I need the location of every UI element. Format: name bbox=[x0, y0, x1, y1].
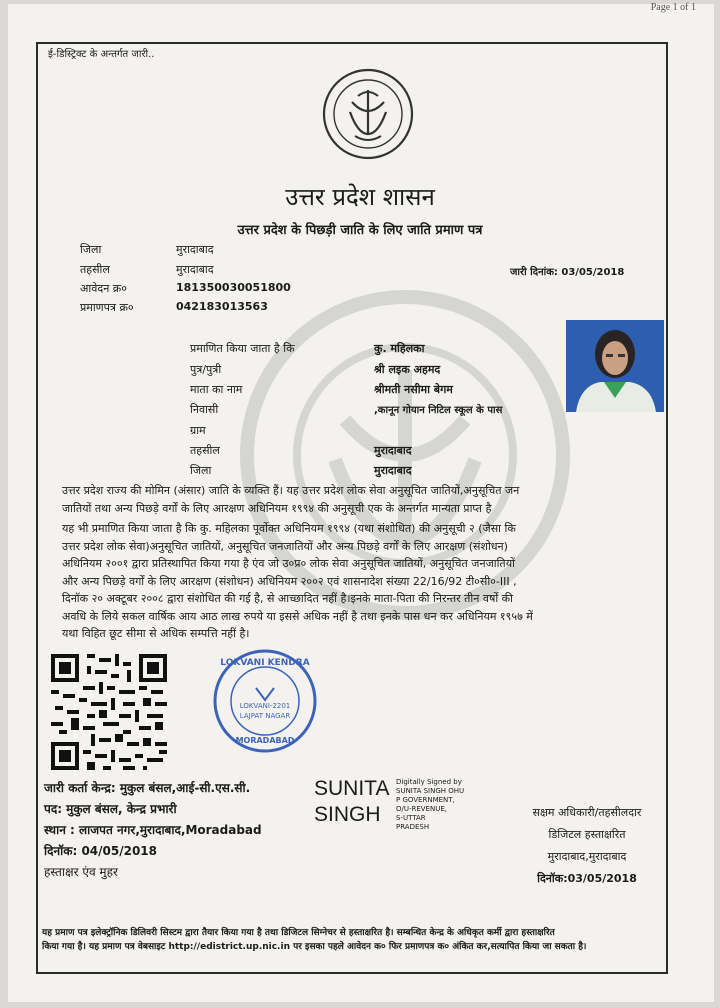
verification-footer bbox=[42, 926, 670, 954]
certificate-subtitle: उत्तर प्रदेश के पिछड़ी जाति के लिए जाति प्रमाण पत्र bbox=[237, 223, 483, 238]
lokvani-seal bbox=[212, 648, 318, 754]
issue-date: जारी दिनांक: 03/05/2018 bbox=[510, 267, 625, 278]
page-label: Page 1 of 1 bbox=[650, 2, 696, 13]
mother-name: श्रीमती नसीमा बेगम bbox=[374, 383, 453, 396]
creamy-line-6: अवधि के लिये सकल वार्षिक आय आठ लाख रुपये या इससे अधिक नहीं है तथा इनके पास धन कर अधिनियम १९५७ में bbox=[62, 609, 533, 623]
signature-detail-4: O/U-REVENUE, bbox=[396, 805, 448, 813]
district-label: जिला bbox=[80, 243, 102, 256]
signature-detail-5: S-UTTAR bbox=[396, 814, 426, 822]
signature-first-name: SUNITA bbox=[314, 777, 390, 800]
applicant-photo bbox=[566, 320, 664, 412]
creamy-line-7: यथा विहित छूट सीमा से अधिक सम्पत्ति नहीं है। bbox=[62, 627, 250, 640]
issuer-place: स्थान : लाजपत नगर,मुरादाबाद,Moradabad bbox=[44, 823, 262, 837]
page-title: उत्तर प्रदेश शासन bbox=[285, 183, 435, 211]
caste-paragraph bbox=[62, 482, 662, 517]
issuer-date: दिनॉक: 04/05/2018 bbox=[44, 844, 158, 858]
issued-note: ई-डिस्ट्रिक्ट के अन्तर्गत जारी.. bbox=[48, 49, 155, 60]
issuer-center: जारी कर्ता केन्द्र: मुकुल बंसल,आई-सी.एस.सी. bbox=[44, 781, 251, 795]
signature-last-name: SINGH bbox=[314, 803, 381, 826]
applicant-name: कु. महिलका bbox=[374, 342, 425, 355]
caste-line-1: उत्तर प्रदेश राज्य की मोमिन (अंसार) जाति के व्यक्ति हैं। यह उत्तर प्रदेश लोक सेवा अनुसूचित जातियों,अनुसूचित जन bbox=[62, 484, 520, 497]
father-label: पुत्र/पुत्री bbox=[190, 363, 222, 376]
up-government-emblem bbox=[322, 68, 414, 160]
issuer-block bbox=[44, 778, 262, 883]
creamy-line-5: दिनॉक २० अक्टूबर २००८ द्वारा संशोधित की गई है, से आच्छादित नहीं है।इनके माता-पिता की निरन्तर तीन वर्षों की bbox=[62, 592, 513, 605]
resident-value: ,कानून गोयान निटिल स्कूल के पास bbox=[374, 405, 503, 416]
tehsil-value: मुरादाबाद bbox=[176, 263, 214, 276]
creamy-line-3: अधिनियम २००१ द्वारा प्रतिस्थापित किया गया है एंव जो उ०प्र० लोक सेवा अनुसूचित जातियों, अनुसूचित जनजातियों bbox=[62, 557, 515, 570]
signature-detail-6: PRADESH bbox=[396, 823, 430, 831]
village-label: ग्राम bbox=[190, 424, 206, 437]
authority-place: मुरादाबाद,मुरादाबाद bbox=[547, 850, 627, 863]
signature-detail-1: Digitally Signed by bbox=[396, 778, 462, 786]
seal-bottom-text: MORADABAD bbox=[235, 736, 295, 745]
footer-line-1: यह प्रमाण पत्र इलेक्ट्रॉनिक डिलिवरी सिस्टम द्वारा तैयार किया गया है तथा डिजिटल सिग्नेचर से हस्ताक्षरित है। सम्बन्धित केन्द्र के अधिकृत कर्मी द्वारा हस्ताक्षरित bbox=[42, 928, 555, 938]
issuer-post: पद: मुकुल बंसल, केन्द्र प्रभारी bbox=[44, 802, 177, 816]
issuer-sign-note: हस्ताक्षर एंव मुहर bbox=[44, 865, 118, 879]
seal-middle-text: LOKVANI-2201 bbox=[239, 702, 291, 710]
authority-block bbox=[492, 802, 682, 890]
creamy-line-1: यह भी प्रमाणित किया जाता है कि कु. महिलका पूर्वोक्त अधिनियम १९९४ (यथा संशोधित) की अनुसूची २ (जैसा कि bbox=[62, 522, 516, 535]
qr-code bbox=[50, 654, 168, 770]
district-value: मुरादाबाद bbox=[176, 243, 214, 256]
signature-name bbox=[314, 776, 389, 828]
signature-detail-3: P GOVERNMENT, bbox=[396, 796, 455, 804]
cert-district-value: मुरादाबाद bbox=[374, 464, 412, 477]
cert-district-label: जिला bbox=[190, 464, 212, 477]
certify-label: प्रमाणित किया जाता है कि bbox=[190, 342, 295, 355]
resident-label: निवासी bbox=[190, 403, 219, 416]
cert-tehsil-label: तहसील bbox=[190, 444, 220, 457]
signature-details bbox=[396, 778, 464, 832]
seal-top-text: LOKVANI KENDRA bbox=[220, 658, 310, 668]
cert-tehsil-value: मुरादाबाद bbox=[374, 444, 412, 457]
father-name: श्री लइक अहमद bbox=[374, 363, 441, 376]
application-no-value: 181350030051800 bbox=[176, 281, 291, 294]
signature-detail-2: SUNITA SINGH OHU bbox=[396, 787, 465, 795]
tehsil-label: तहसील bbox=[80, 263, 110, 276]
authority-digital: डिजिटल हस्ताक्षरित bbox=[548, 828, 626, 841]
seal-sub-text: LAJPAT NAGAR bbox=[239, 712, 291, 720]
application-no-label: आवेदन क्र० bbox=[80, 282, 127, 295]
caste-line-2: जातियों तथा अन्य पिछड़े वर्गों के लिए आरक्षण अधिनियम १९९४ की अनुसूची एक के अन्तर्गत मान्यता प्राप्त है bbox=[62, 501, 492, 515]
creamy-layer-paragraph bbox=[62, 520, 662, 643]
mother-label: माता का नाम bbox=[190, 383, 243, 396]
creamy-line-4: और अन्य पिछड़े वर्गों के लिए आरक्षण (संशोधन) अधिनियम २००२ एवं शासनादेश संख्या 22/16/92 टी०सी०-III , bbox=[62, 574, 517, 588]
footer-line-2: किया गया है। यह प्रमाण पत्र वेबसाइट http://edistrict.up.nic.in पर इसका पहले आवेदन क० फिर प्रमाणपत्र क० अंकित कर,सत्यापित किया जा सकता है। bbox=[42, 942, 587, 952]
certificate-no-value: 042183013563 bbox=[176, 300, 268, 313]
authority-title: सक्षम अधिकारी/तहसीलदार bbox=[532, 806, 642, 819]
authority-date: दिनॉक:03/05/2018 bbox=[537, 872, 637, 885]
creamy-line-2: उत्तर प्रदेश लोक सेवा)अनुसूचित जातियों, अनुसूचित जनजातियों और अन्य पिछड़े वर्गों के लिए आरक्षण (संशोधन) bbox=[62, 539, 508, 553]
certificate-no-label: प्रमाणपत्र क्र० bbox=[80, 301, 134, 314]
